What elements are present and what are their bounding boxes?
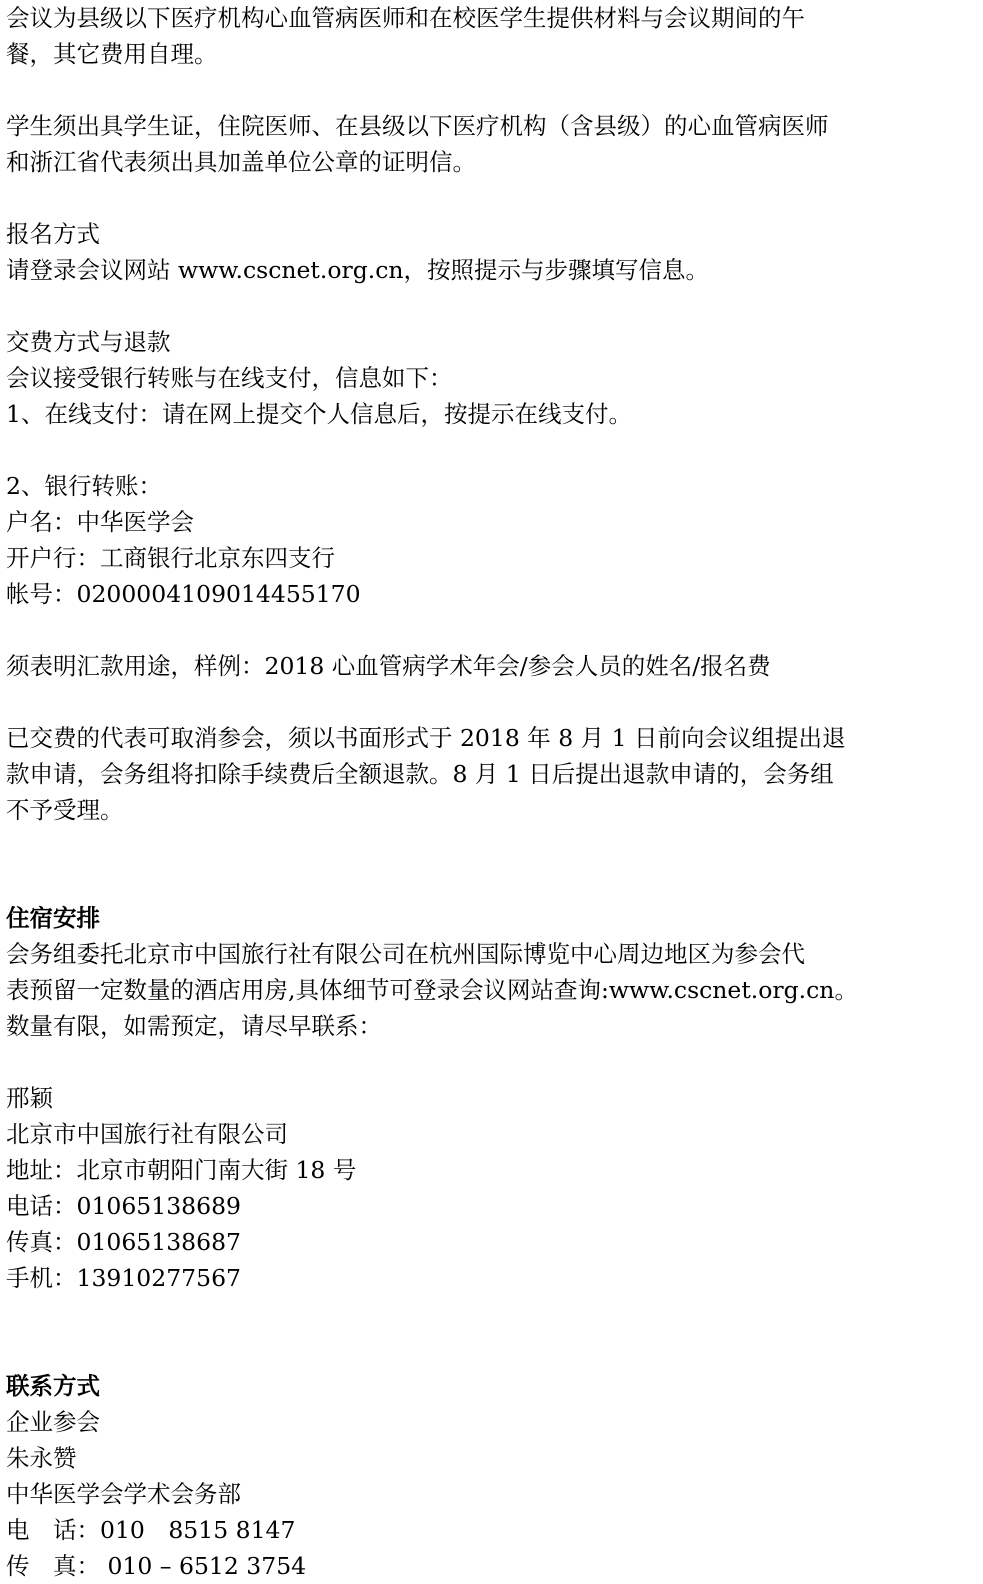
spacer xyxy=(6,1044,981,1080)
accommodation-line-2: 表预留一定数量的酒店用房,具体细节可登录会议网站查询:www.cscnet.org.cn。 xyxy=(6,976,858,1004)
payment-intro: 会议接受银行转账与在线支付，信息如下： xyxy=(6,364,453,392)
spacer xyxy=(6,72,981,108)
agent-mobile: 手机：13910277567 xyxy=(6,1264,241,1292)
accommodation-line-1: 会务组委托北京市中国旅行社有限公司在杭州国际博览中心周边地区为参会代 xyxy=(6,940,805,968)
spacer xyxy=(6,432,981,468)
payment-online: 1、在线支付：请在网上提交个人信息后，按提示在线支付。 xyxy=(6,400,632,428)
contact-fax: 传 真： 010 – 6512 3754 xyxy=(6,1552,307,1580)
certificate-line-1: 学生须出具学生证，住院医师、在县级以下医疗机构（含县级）的心血管病医师 xyxy=(6,112,829,140)
contact-category: 企业参会 xyxy=(6,1408,100,1436)
spacer xyxy=(6,288,981,324)
contact-dept: 中华医学会学术会务部 xyxy=(6,1480,241,1508)
spacer xyxy=(6,180,981,216)
payment-bank-title: 2、银行转账： xyxy=(6,472,162,500)
spacer xyxy=(6,684,981,720)
intro-line-2: 餐，其它费用自理。 xyxy=(6,40,218,68)
payment-title: 交费方式与退款 xyxy=(6,328,171,356)
contact-name: 朱永赞 xyxy=(6,1444,77,1472)
registration-body: 请登录会议网站 www.cscnet.org.cn，按照提示与步骤填写信息。 xyxy=(6,256,710,284)
certificate-line-2: 和浙江省代表须出具加盖单位公章的证明信。 xyxy=(6,148,476,176)
refund-line-3: 不予受理。 xyxy=(6,796,124,824)
contact-title: 联系方式 xyxy=(6,1372,100,1400)
accommodation-title: 住宿安排 xyxy=(6,904,100,932)
intro-line-1: 会议为县级以下医疗机构心血管病医师和在校医学生提供材料与会议期间的午 xyxy=(6,4,805,32)
payment-bank: 开户行：工商银行北京东四支行 xyxy=(6,544,335,572)
payment-account-number: 帐号：0200004109014455170 xyxy=(6,580,361,608)
spacer xyxy=(6,1296,981,1368)
registration-title: 报名方式 xyxy=(6,220,100,248)
agent-phone: 电话：01065138689 xyxy=(6,1192,241,1220)
spacer xyxy=(6,612,981,648)
agent-fax: 传真：01065138687 xyxy=(6,1228,241,1256)
agent-name: 邢颖 xyxy=(6,1084,53,1112)
accommodation-line-3: 数量有限，如需预定，请尽早联系： xyxy=(6,1012,382,1040)
contact-phone: 电 话：010 8515 8147 xyxy=(6,1516,296,1544)
refund-line-1: 已交费的代表可取消参会，须以书面形式于 2018 年 8 月 1 日前向会议组提出退 xyxy=(6,724,846,752)
agent-company: 北京市中国旅行社有限公司 xyxy=(6,1120,288,1148)
spacer xyxy=(6,828,981,900)
document-body xyxy=(6,0,981,1584)
payment-account-name: 户名：中华医学会 xyxy=(6,508,194,536)
refund-line-2: 款申请，会务组将扣除手续费后全额退款。8 月 1 日后提出退款申请的，会务组 xyxy=(6,760,834,788)
payment-remark: 须表明汇款用途，样例：2018 心血管病学术年会/参会人员的姓名/报名费 xyxy=(6,652,771,680)
agent-address: 地址：北京市朝阳门南大街 18 号 xyxy=(6,1156,357,1184)
